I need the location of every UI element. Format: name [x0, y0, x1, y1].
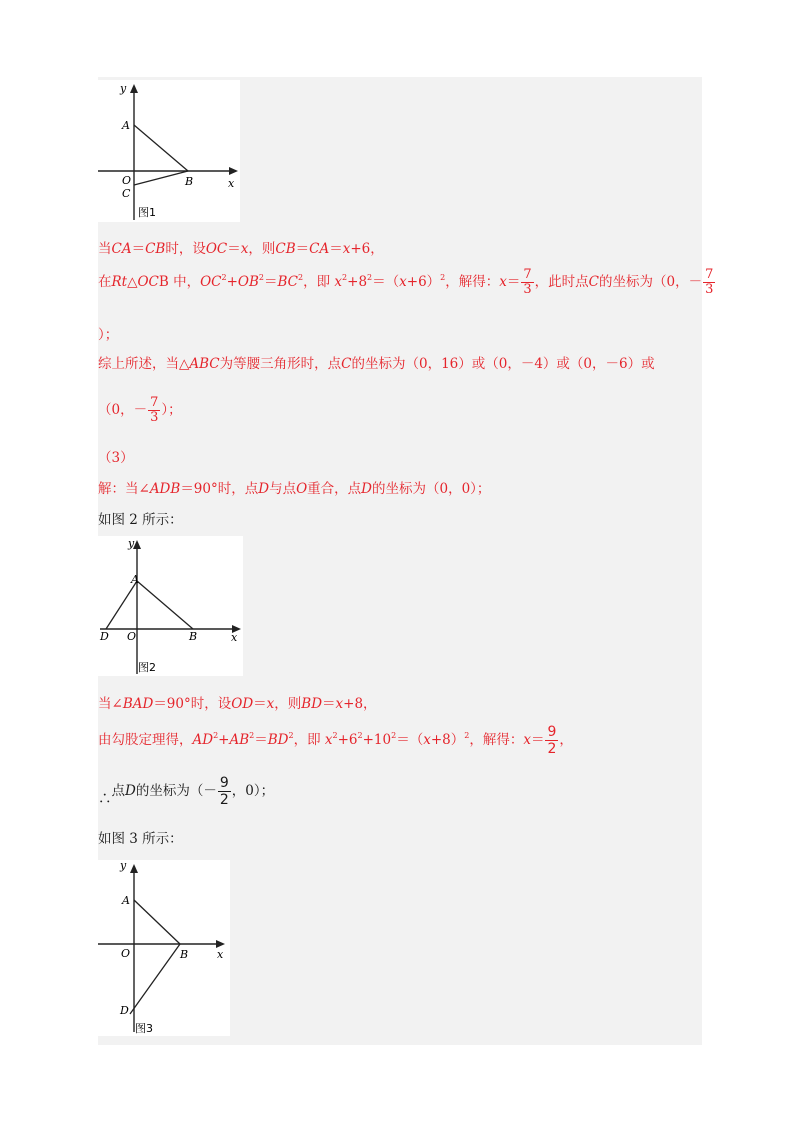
text-line-11: ∴点D的坐标为（－ $\frac{9}{2}$ ，0）； — [98, 775, 275, 808]
fig2-label-o: O — [127, 630, 137, 643]
text-line-6: （3） — [98, 450, 134, 466]
fraction-7-3-c: $\frac{7}{3}$ — [150, 395, 159, 425]
text-line-10: 由勾股定理得，$AD^2+AB^2=BD^2$，即 $x^2+6^2+10^2=(x+8)^2$，解得：x＝ $\frac{9}{2}$ ， — [98, 724, 573, 757]
fig2-caption: 图2 — [138, 661, 156, 674]
text-line-12: 如图 3 所示： — [98, 831, 183, 847]
fig1-caption: 图1 — [138, 206, 156, 219]
fig3-label-y: y — [120, 860, 127, 872]
fig2-label-b: B — [189, 630, 198, 643]
figure-1-diagram — [98, 80, 240, 222]
text-line-8: 如图 2 所示： — [98, 512, 183, 528]
figure-3-diagram — [98, 860, 230, 1036]
text-line-4: 综上所述，当△ABC为等腰三角形时，点C的坐标为（0，16）或（0，－4）或（0，－6）或 — [98, 356, 655, 372]
fraction-9-2-a: $\frac{9}{2}$ — [547, 724, 557, 757]
fraction-7-3-b: $\frac{7}{3}$ — [705, 267, 714, 297]
fig2-label-x: x — [231, 631, 238, 644]
text-line-5: （0，－ $\frac{7}{3}$ ）； — [98, 395, 182, 425]
fig3-label-b: B — [180, 948, 189, 961]
text-line-1: 当CA＝CB时，设OC＝x，则CB＝CA＝x+6， — [98, 241, 384, 257]
fraction-7-3-a: $\frac{7}{3}$ — [523, 267, 532, 297]
fig3-label-o: O — [121, 947, 131, 960]
fig1-label-y: y — [120, 82, 127, 95]
fig2-label-a: A — [131, 573, 139, 586]
fig1-label-c: C — [122, 187, 131, 200]
fig2-label-y: y — [128, 537, 135, 550]
fig1-label-x: x — [228, 177, 235, 190]
fig1-label-o: O — [122, 174, 132, 187]
fraction-9-2-b: $\frac{9}{2}$ — [219, 775, 229, 808]
fig1-label-b: B — [185, 175, 194, 188]
figure-3 — [98, 860, 230, 1036]
fig3-label-x: x — [217, 948, 224, 961]
text-line-7: 解：当∠ADB＝90°时，点D与点O重合，点D的坐标为（0，0）； — [98, 481, 491, 497]
figure-2-diagram — [98, 536, 243, 676]
figure-1 — [98, 80, 240, 222]
text-line-9: 当∠BAD＝90°时，设OD＝x，则BD＝x+8， — [98, 696, 377, 712]
fig2-label-d: D — [100, 630, 109, 643]
text-line-3: ）； — [98, 327, 119, 343]
fig3-caption: 图3 — [135, 1022, 153, 1035]
fig3-label-a: A — [122, 894, 130, 907]
text-line-2: 在Rt△OCB 中，$OC^2+OB^2=BC^2$，即 $x^2+8^2=(x+6)^2$，解得：x＝ $\frac{7}{3}$ ，此时点C的坐标为（0，－ $\frac{7}{3}$ — [98, 267, 714, 297]
fig1-label-a: A — [122, 119, 130, 132]
figure-2 — [98, 536, 243, 676]
fig3-label-d: D — [120, 1004, 129, 1017]
